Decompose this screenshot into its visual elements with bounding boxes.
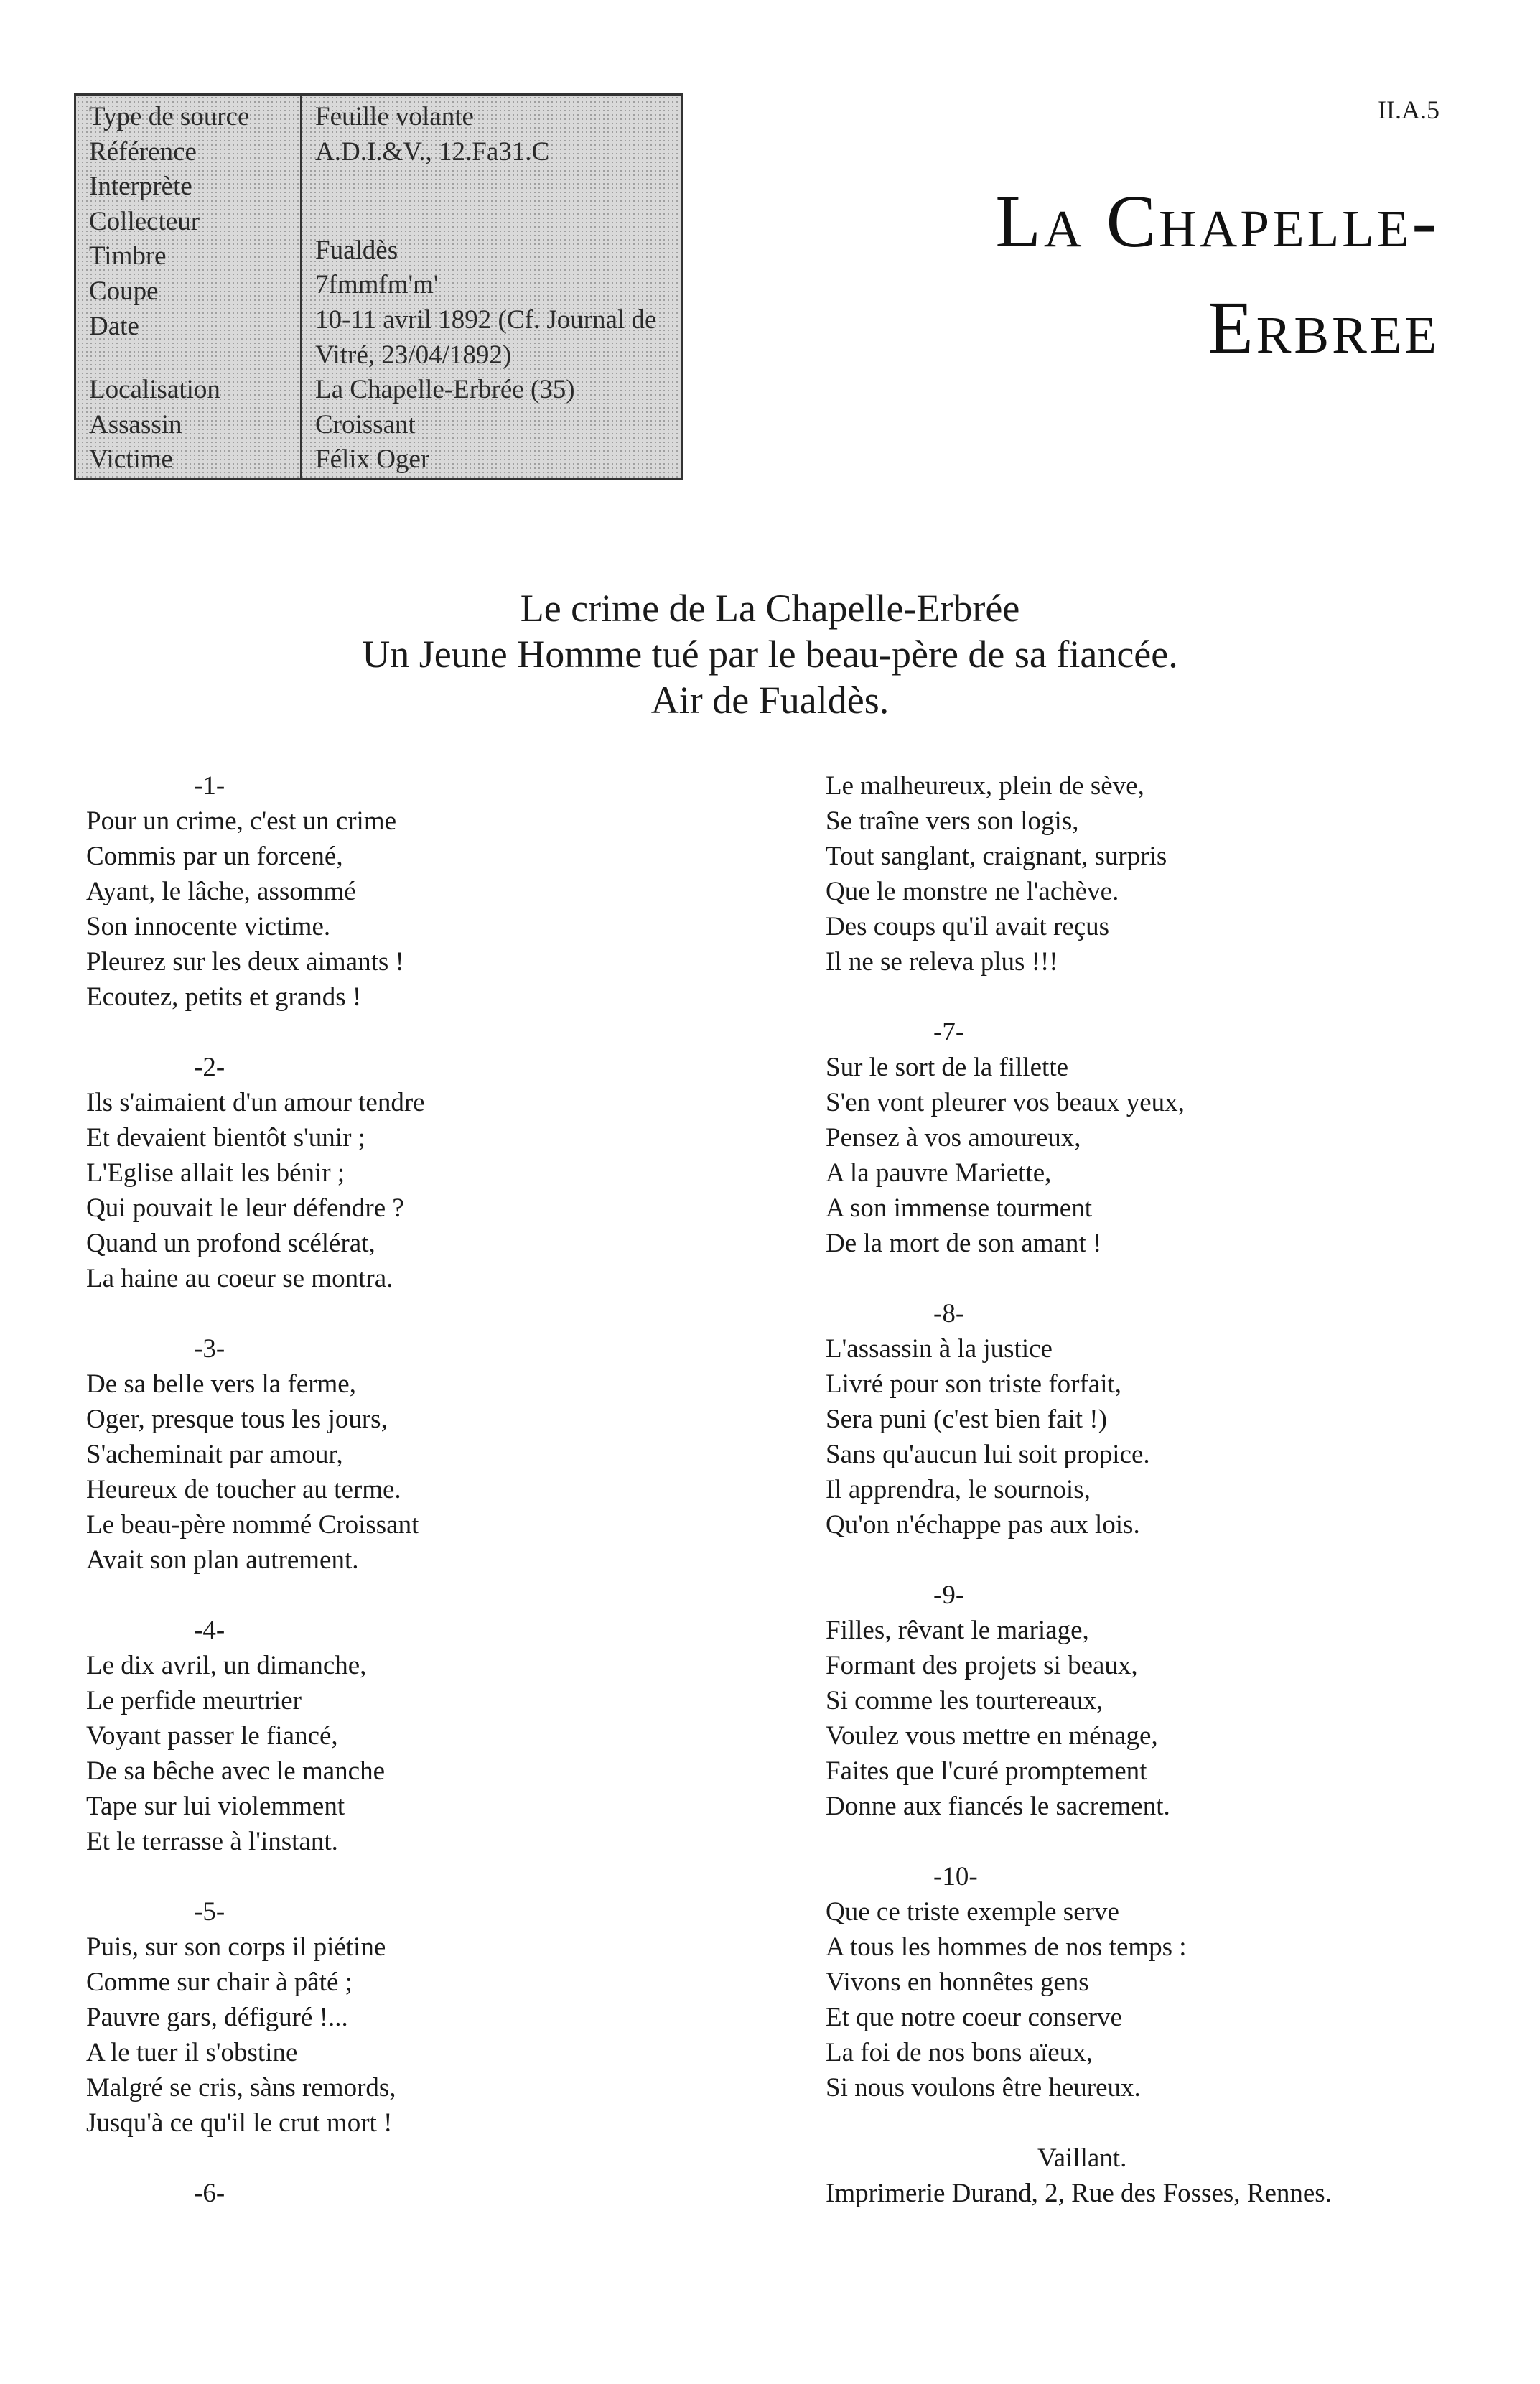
document-title [793,169,1439,381]
verse-line: A la pauvre Mariette, [826,1158,1052,1188]
meta-label-reference: Référence [89,136,197,167]
stanza-number: -2- [194,1053,225,1082]
verse-line: A son immense tourment [826,1193,1092,1223]
stanza-number: -7- [933,1018,965,1047]
verse-line: La foi de nos bons aïeux, [826,2038,1093,2067]
verse-line: Voulez vous mettre en ménage, [826,1721,1158,1751]
metadata-values [302,96,681,478]
verse-line: Malgré se cris, sàns remords, [86,2073,396,2103]
meta-value-source-type: Feuille volante [315,102,474,131]
metadata-table [74,93,683,480]
meta-value-performer [315,169,681,201]
meta-value-reference: A.D.I.&V., 12.Fa31.C [315,136,550,167]
stanza-number: -4- [194,1616,225,1645]
meta-label-assassin: Assassin [89,409,182,439]
verse-line: Pleurez sur les deux aimants ! [86,947,404,977]
verse-line: Pour un crime, c'est un crime [86,806,397,836]
meta-value-tune: Fualdès [315,235,398,265]
verse-line: Ayant, le lâche, assommé [86,877,356,906]
verse-line: A tous les hommes de nos temps : [826,1932,1187,1962]
meta-label-collector: Collecteur [89,206,200,236]
verse-line: Qu'on n'échappe pas aux lois. [826,1510,1140,1540]
verse-line: Voyant passer le fiancé, [86,1721,338,1751]
verse-line: Sans qu'aucun lui soit propice. [826,1440,1150,1469]
metadata-labels [76,96,302,478]
song-header [0,585,1540,723]
verse-line: Donne aux fiancés le sacrement. [826,1792,1170,1821]
verse-line: Des coups qu'il avait reçus [826,912,1110,941]
verse-line: De sa belle vers la ferme, [86,1369,356,1399]
verse-line: Qui pouvait le leur défendre ? [86,1193,404,1223]
meta-label-date: Date [89,311,139,341]
verse-line: S'acheminait par amour, [86,1440,343,1469]
stanza-number: -10- [933,1862,978,1891]
printer-line: Imprimerie Durand, 2, Rue des Fosses, Rennes. [826,2179,1332,2208]
verse-line: Son innocente victime. [86,912,331,941]
stanza-number: -5- [194,1897,225,1927]
song-subtitle: Un Jeune Homme tué par le beau-père de sa fiancée. [362,633,1178,676]
verse-line: Le perfide meurtrier [86,1686,302,1715]
verse-line: Si comme les tourtereaux, [826,1686,1103,1715]
verse-line: Il apprendra, le sournois, [826,1475,1091,1504]
verse-line: Heureux de toucher au terme. [86,1475,401,1504]
verse-line: Ecoutez, petits et grands ! [86,982,362,1012]
meta-value-assassin: Croissant [315,409,416,439]
verse-line: Et devaient bientôt s'unir ; [86,1123,365,1153]
stanza-number: -1- [194,771,225,801]
stanza-7 [826,1015,1472,1261]
verse-line: Se traîne vers son logis, [826,806,1079,836]
verse-line: De sa bêche avec le manche [86,1756,385,1786]
verse-line: Sur le sort de la fillette [826,1053,1069,1082]
stanza-9 [826,1578,1472,1824]
stanza-3 [86,1331,732,1578]
verse-line: Le beau-père nommé Croissant [86,1510,419,1540]
meta-label-source-type: Type de source [89,102,250,131]
stanza-number: -8- [933,1299,965,1328]
verse-line: Ils s'aimaient d'un amour tendre [86,1088,425,1117]
document-title-line-1: La Chapelle- [995,180,1439,263]
verse-line: A le tuer il s'obstine [86,2038,298,2067]
document-code: II.A.5 [1378,96,1439,124]
verse-line: Pauvre gars, défiguré !... [86,2003,348,2032]
meta-label-performer: Interprète [89,172,192,202]
stanza-5 [86,1894,732,2141]
verse-line: Le dix avril, un dimanche, [86,1651,367,1680]
document-title-line-2: Erbree [1208,287,1439,369]
verse-line: Pensez à vos amoureux, [826,1123,1081,1153]
verse-line: Tape sur lui violemment [86,1792,345,1821]
verse-line: Filles, rêvant le mariage, [826,1616,1089,1645]
verse-line: Avait son plan autrement. [86,1545,359,1575]
meta-value-victim: Félix Oger [315,444,430,475]
stanza-6-number: -6- [194,2179,225,2208]
meta-label-meter: Coupe [89,276,159,306]
verse-line: Que le monstre ne l'achève. [826,877,1119,906]
verse-line: Oger, presque tous les jours, [86,1405,388,1434]
meta-value-meter: 7fmmfm'm' [315,270,439,300]
stanza-8 [826,1296,1472,1542]
meta-value-location: La Chapelle-Erbrée (35) [315,375,575,405]
verse-line: Puis, sur son corps il piétine [86,1932,386,1962]
verse-line: Formant des projets si beaux, [826,1651,1138,1680]
song-title: Le crime de La Chapelle-Erbrée [520,587,1020,630]
lyrics-right-column [826,768,1472,2211]
verse-line: De la mort de son amant ! [826,1229,1102,1258]
stanza-number: -3- [194,1334,225,1364]
stanza-number: -9- [933,1580,965,1610]
meta-value-date: 10-11 avril 1892 (Cf. Journal de Vitré, 23/04/1892) [315,305,657,370]
verse-line: Vivons en honnêtes gens [826,1968,1089,1997]
verse-line: Tout sanglant, craignant, surpris [826,842,1167,871]
verse-line: Jusqu'à ce qu'il le crut mort ! [86,2108,393,2138]
song-air: Air de Fualdès. [650,679,890,722]
meta-value-collector [315,202,681,233]
verse-line: Faites que l'curé promptement [826,1756,1147,1786]
verse-line: Et que notre coeur conserve [826,2003,1122,2032]
verse-line: Que ce triste exemple serve [826,1897,1119,1927]
meta-label-victim: Victime [89,444,173,475]
stanza-6 [826,768,1472,979]
verse-line: L'assassin à la justice [826,1334,1053,1364]
author-signature: Vaillant. [1037,2143,1127,2173]
verse-line: Quand un profond scélérat, [86,1229,375,1258]
verse-line: Il ne se releva plus !!! [826,947,1058,977]
verse-line: Si nous voulons être heureux. [826,2073,1141,2103]
verse-line: Commis par un forcené, [86,842,343,871]
verse-line: Et le terrasse à l'instant. [86,1827,338,1856]
verse-line: Comme sur chair à pâté ; [86,1968,353,1997]
verse-line: S'en vont pleurer vos beaux yeux, [826,1088,1185,1117]
meta-label-tune: Timbre [89,241,167,271]
stanza-1 [86,768,732,1015]
verse-line: La haine au coeur se montra. [86,1264,393,1293]
verse-line: Le malheureux, plein de sève, [826,771,1144,801]
verse-line: Livré pour son triste forfait, [826,1369,1122,1399]
verse-line: L'Eglise allait les bénir ; [86,1158,345,1188]
stanza-2 [86,1050,732,1296]
lyrics-left-column [86,768,732,2211]
verse-line: Sera puni (c'est bien fait !) [826,1405,1107,1434]
meta-label-location: Localisation [89,375,220,405]
stanza-4 [86,1613,732,1859]
stanza-10 [826,1859,1472,2105]
